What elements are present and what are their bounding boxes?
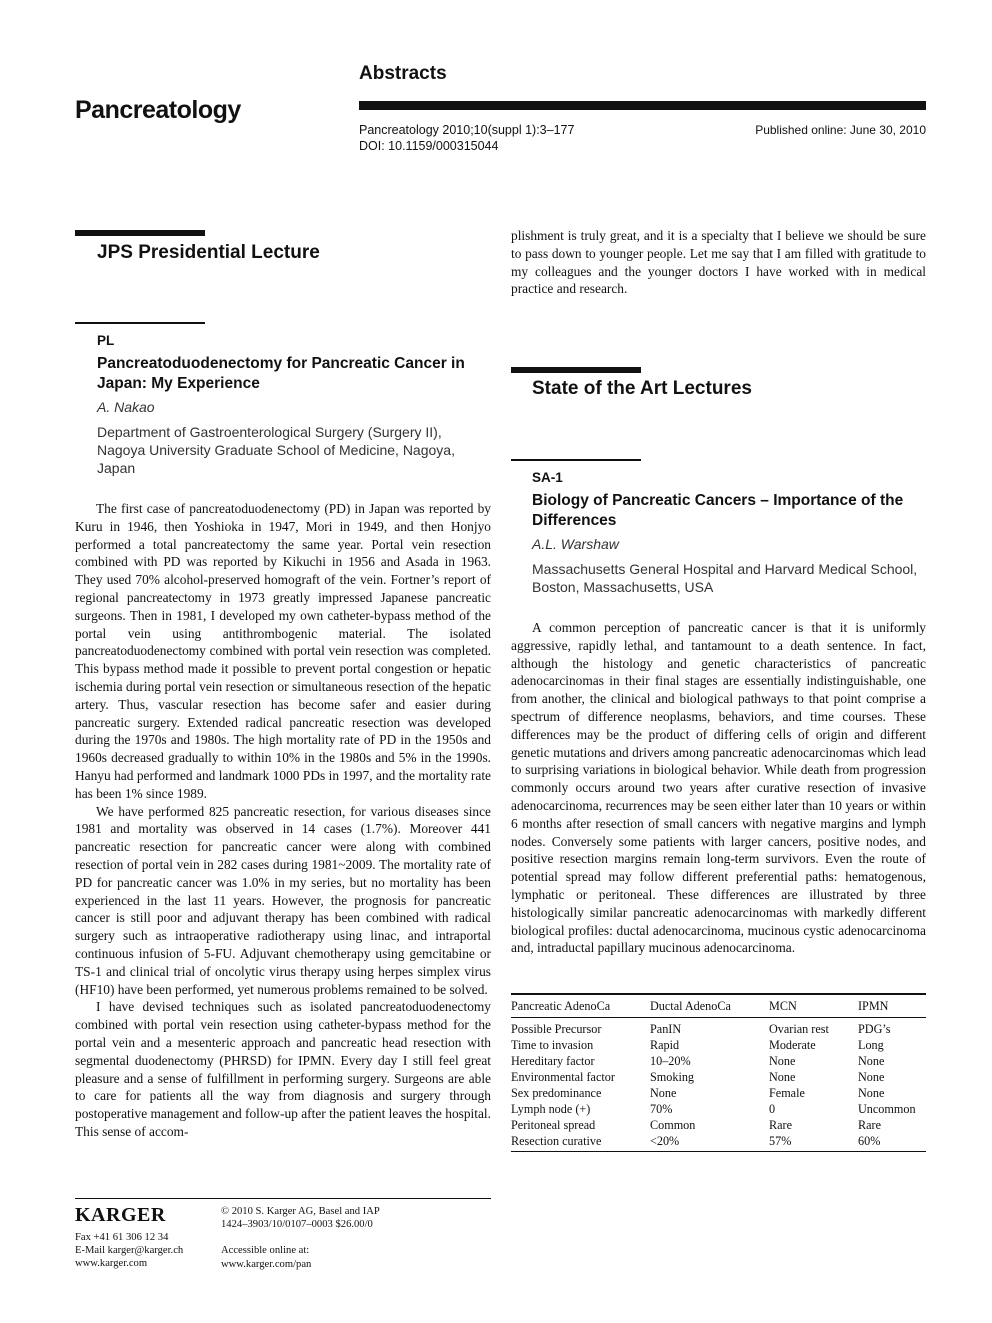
table-cell: Female bbox=[769, 1085, 805, 1100]
table-cell: 60% bbox=[858, 1133, 881, 1148]
abstract-rule bbox=[511, 459, 641, 461]
table-row bbox=[511, 1037, 926, 1053]
table-header-cell: Ductal AdenoCa bbox=[650, 995, 769, 1018]
table-cell: None bbox=[858, 1069, 885, 1084]
copyright-block bbox=[221, 1205, 380, 1271]
table-row bbox=[511, 1117, 926, 1133]
table-cell: Common bbox=[650, 1117, 696, 1132]
footer-rule bbox=[75, 1198, 491, 1199]
table-cell: Lymph node (+) bbox=[511, 1101, 591, 1116]
publisher-contact bbox=[75, 1231, 183, 1271]
table-row bbox=[511, 1085, 926, 1101]
table-cell: None bbox=[858, 1053, 885, 1068]
table-header-row bbox=[511, 995, 926, 1018]
table-bottom-rule bbox=[511, 1151, 926, 1152]
table-cell: Ovarian rest bbox=[769, 1021, 829, 1036]
paragraph: A common perception of pancreatic cancer is that it is uniformly aggressive, rapidly lethal, and tantamount to a death sentence. In fact, although the histology and genetic characteristics of pancreatic adenocarcinomas in their final stages are essentially indistinguishable, one from another, the clinical and biological pathways to that point comprise a spectrum of difference neoplasms, behaviors, and time courses. These differences may be the product of differing cells of origin and different genetic mutations and drivers among pancreatic adenocarcinomas which lead to surprising variations in biological behavior. While death from progression commonly occurs around two years after curative resection of invasive adenocarcinoma, recurrences may be seen either later than 10 years or within 6 months after resection of small cancers with negative margins and lymph nodes. Conversely some patients with larger cancers, positive nodes, and positive resection margins remain long-term survivors. Even the route of potential spread may follow different preferential paths: hematogenous, lymphatic or peritoneal. These differences are illustrated by three histologically similar pancreatic adenocarcinomas with markedly different biological profiles: ductal adenocarcinoma, mucinous cystic adenocarcinoma and, intraductal papillary mucinous adenocarcinoma. bbox=[511, 620, 926, 956]
affiliation-sa1: Massachusetts General Hospital and Harvard Medical School, Boston, Massachusetts, USA bbox=[532, 561, 918, 595]
table-cell: None bbox=[650, 1085, 677, 1100]
copyright: © 2010 S. Karger AG, Basel and IAP bbox=[221, 1206, 380, 1217]
paragraph: We have performed 825 pancreatic resection, for various diseases since 1981 and mortality was observed in 14 cases (1.7%). Moreover 441 pancreatic resection for pancreatic cancer were along with combined resection of portal vein in 282 cases during 1981~2009. The mortality rate of PD for pancreatic cancer was 1.0% in my series, but no mortality has been experienced in the last 11 years. However, the prognosis for pancreatic cancer is still poor and adjuvant therapy has been combined with radical surgery such as intraoperative radiotherapy using linac, and intraportal continuous infusion of 5-FU. Adjuvant chemotherapy using gemcitabine or TS-1 and clinical trial of oncolytic virus therapy using herpes simplex virus (HF10) have been performed, yet numerous problems remained to be solved. bbox=[75, 803, 491, 997]
section-rule bbox=[75, 230, 205, 236]
table-row bbox=[511, 1101, 926, 1117]
abstract-rule bbox=[75, 322, 205, 324]
table-cell: Sex predominance bbox=[511, 1085, 602, 1100]
website-link[interactable]: www.karger.com bbox=[75, 1258, 148, 1270]
table-row bbox=[511, 1053, 926, 1069]
citation: Pancreatology 2010;10(suppl 1):3–177 bbox=[359, 123, 575, 137]
table-cell: Rapid bbox=[650, 1037, 680, 1052]
table-cell: Environmental factor bbox=[511, 1069, 615, 1084]
abstract-body-pl-continued bbox=[511, 227, 926, 298]
comparison-table bbox=[511, 993, 926, 1152]
table-cell: None bbox=[769, 1053, 796, 1068]
table-cell: Moderate bbox=[769, 1037, 816, 1052]
table-cell: Resection curative bbox=[511, 1133, 602, 1148]
online-label: Accessible online at: bbox=[221, 1245, 310, 1257]
table-cell: None bbox=[769, 1069, 796, 1084]
table-cell: 0 bbox=[769, 1101, 776, 1116]
table-cell: 70% bbox=[650, 1101, 673, 1116]
abstract-code-sa1: SA-1 bbox=[532, 470, 563, 485]
journal-logo: Pancreatology bbox=[75, 96, 241, 124]
table-cell: Time to invasion bbox=[511, 1037, 594, 1052]
table-cell: PDG’s bbox=[858, 1021, 891, 1036]
paragraph: The first case of pancreatoduodenectomy (PD) in Japan was reported by Kuru in 1946, then Yoshioka in 1947, Mori in 1949, and then Honjyo performed a total pancreatectomy the same year. Portal vein resection combined with PD was reported by Kikuchi in 1956 and Asada in 1963. They used 70% alcohol-preserved homograft of the vein. Fortner’s report of regional pancreatectomy in 1973 greatly impressed Japanese pancreatic surgeons. Then in 1981, I developed my own catheter-bypass method of the portal vein using antithrombogenic material. The isolated pancreatoduodenectomy combined with portal vein resection was completed. This bypass method made it possible to prevent portal congestion or hepatic ischemia during portal vein resection or simultaneous resection of the hepatic artery. Thus, vascular resection has become safer and easier during pancreatic surgery. Extended radical pancreatic resection was developed during the 1970s and 1980s. The high mortality rate of PD in the 1950s and 1960s decreased gradually to within 10% in the 1980s and 5% in the 1990s. Hanyu had performed and landmark 1000 PDs in 1997, and the mortality rate has been 1% since 1989. bbox=[75, 501, 491, 801]
table-header-cell: MCN bbox=[769, 995, 858, 1018]
abstract-code-pl: PL bbox=[97, 333, 115, 348]
paragraph: plishment is truly great, and it is a specialty that I believe we should be sure to pass down to younger people. Let me say that I am filled with gratitude to my colleagues and the younger doctors I have worked with in medical practice and research. bbox=[511, 228, 926, 297]
author-pl: A. Nakao bbox=[97, 399, 155, 415]
affiliation-pl: Department of Gastroenterological Surgery (Surgery II), Nagoya University Graduate School of Medicine, Nagoya, Japan bbox=[97, 424, 455, 476]
abstract-body-sa1 bbox=[511, 619, 926, 957]
table-cell: Rare bbox=[769, 1117, 793, 1132]
table-row bbox=[511, 1017, 926, 1037]
online-url-link[interactable]: www.karger.com/pan bbox=[221, 1258, 312, 1270]
table-cell: PanIN bbox=[650, 1021, 682, 1036]
table-cell: Possible Precursor bbox=[511, 1021, 602, 1036]
abstract-title-pl: Pancreatoduodenectomy for Pancreatic Cancer in Japan: My Experience bbox=[97, 355, 465, 392]
paragraph: I have devised techniques such as isolated pancreatoduodenectomy combined with portal vein resection using catheter-bypass method for the portal vein and a mesenteric approach and pancreatic head resection with segmental duodenectomy (PHRSD) for IPMN. Every day I still feel great pleasure and a sense of fulfillment in performing surgery. Surgeons are able to care for patients all the way from diagnosis and surgery through postoperative management and follow-up after the patient leaves the hospital. This sense of accom- bbox=[75, 999, 491, 1139]
table-header-cell: IPMN bbox=[858, 995, 926, 1018]
table-header-cell: Pancreatic AdenoCa bbox=[511, 995, 650, 1018]
email: E-Mail karger@karger.ch bbox=[75, 1245, 184, 1257]
table-cell: Long bbox=[858, 1037, 884, 1052]
section-title-sota: State of the Art Lectures bbox=[532, 378, 752, 399]
section-rule bbox=[511, 367, 641, 373]
section-header-title: Abstracts bbox=[359, 63, 447, 84]
publisher-logo: KARGER bbox=[75, 1204, 166, 1226]
issn: 1424–3903/10/0107–0003 $26.00/0 bbox=[221, 1219, 373, 1231]
abstract-body-pl bbox=[75, 500, 491, 1141]
table-cell: None bbox=[858, 1085, 885, 1100]
table-row bbox=[511, 1069, 926, 1085]
table-cell: Smoking bbox=[650, 1069, 695, 1084]
table-cell: <20% bbox=[650, 1133, 680, 1148]
abstract-title-sa1: Biology of Pancreatic Cancers – Importance of the Differences bbox=[532, 492, 904, 529]
doi: DOI: 10.1159/000315044 bbox=[359, 139, 499, 153]
table-row bbox=[511, 1133, 926, 1149]
published-date: Published online: June 30, 2010 bbox=[755, 123, 926, 137]
header-rule bbox=[359, 101, 926, 110]
fax: Fax +41 61 306 12 34 bbox=[75, 1232, 169, 1243]
table-cell: Peritoneal spread bbox=[511, 1117, 596, 1132]
table-cell: 57% bbox=[769, 1133, 792, 1148]
table-cell: Rare bbox=[858, 1117, 882, 1132]
section-title-jps: JPS Presidential Lecture bbox=[97, 242, 320, 263]
table-cell: 10–20% bbox=[650, 1053, 691, 1068]
table-cell: Uncommon bbox=[858, 1101, 916, 1116]
author-sa1: A.L. Warshaw bbox=[532, 536, 619, 552]
table-cell: Hereditary factor bbox=[511, 1053, 595, 1068]
